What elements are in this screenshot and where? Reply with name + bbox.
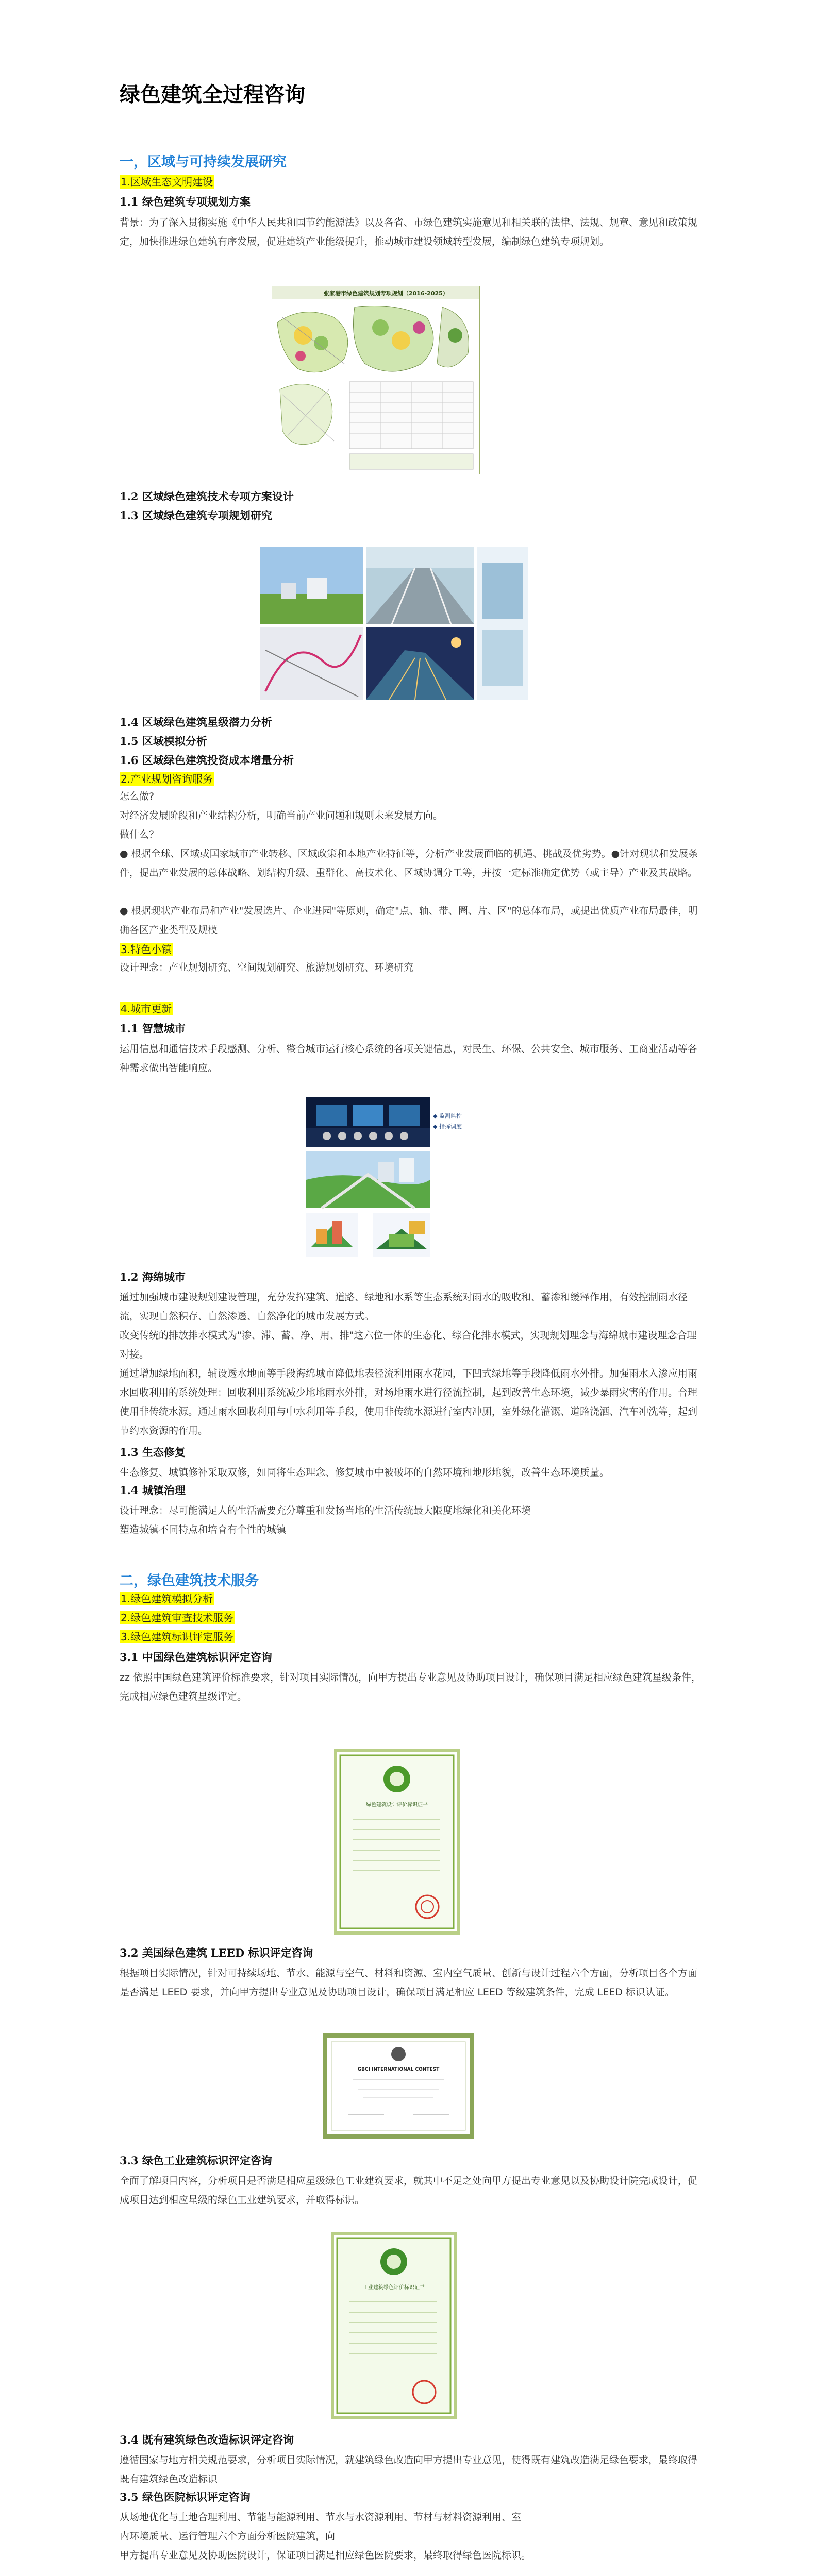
- highlight-review-service: 2.绿色建筑审查技术服务: [121, 1612, 234, 1624]
- paragraph-3-4: 遵循国家与地方相关规范要求，分析项目实际情况，就建筑绿色改造向甲方提出专业意见，使得既有建筑改造满足绿色要求，最终取得既有建筑绿色改造标识: [120, 2454, 698, 2485]
- industrial-certificate-image: [334, 2235, 454, 2416]
- subheading-1-4: 1.4 区域绿色建筑星级潜力分析: [120, 716, 272, 728]
- paragraph-3-2: 根据项目实际情况，针对可持续场地、节水、能源与空气、材料和资源、室内空气质量、创新与设计过程六个方面，分析项目各个方面是否满足 LEED 要求，并向甲方提出专业意见及协助项目设计，确保项目满足相应 LEED 等级建筑条件，完成 LEED 标识认证。: [120, 1968, 698, 1998]
- question-how: 怎么做?: [120, 791, 155, 802]
- smart-city-image: [306, 1097, 477, 1258]
- map-data-tables: [349, 382, 473, 469]
- paragraph-sponge-1: 通过加强城市建设规划建设管理，充分发挥建筑、道路、绿地和水系等生态系统对雨水的吸收和、蓄渗和缓释作用，有效控制雨水径流，实现自然积存、自然渗透、自然净化的城市发展方式。: [120, 1292, 688, 1322]
- paragraph-3-5-b: 内环境质量、运行管理六个方面分析医院建筑，向: [120, 2531, 336, 2542]
- paragraph-feature-town: 设计理念：产业规划研究、空间规划研究、旅游规划研究、环境研究: [120, 962, 414, 973]
- industrial-cert-title: 工业建筑绿色评价标识证书: [363, 2285, 425, 2291]
- paragraph-governance-1: 设计理念：尽可能满足人的生活需要充分尊重和发扬当地的生活传统最大限度地绿化和美化环境: [120, 1505, 531, 1516]
- highlight-label-service: 3.绿色建筑标识评定服务: [121, 1631, 234, 1643]
- legend-monitoring: ◆ 监测监控: [433, 1113, 462, 1120]
- bullet-industry-analysis: ● 根据全球、区域或国家城市产业转移、区域政策和本地产业特征等，分析产业发展面临的机遇、挑战及优劣势。●针对现状和发展条件，提出产业发展的总体战略、划结构升级、重群化、高技术化、区域协调分工等，并按一定标准确定优势（或主导）产业及其战略。: [120, 848, 698, 878]
- smart-city-figure: [306, 1097, 477, 1258]
- subheading-town-governance: 1.4 城镇治理: [120, 1484, 186, 1497]
- china-green-certificate: [334, 1749, 460, 1935]
- subheading-1-6: 1.6 区域绿色建筑投资成本增量分析: [120, 754, 294, 767]
- paragraph-3-5-a: 从场地优化与土地合理利用、节能与能源利用、节水与水资源利用、节材与材料资源利用、室: [120, 2512, 522, 2523]
- industrial-green-certificate: [331, 2232, 457, 2419]
- question-what: 做什么？: [120, 829, 159, 840]
- highlight-eco-city: 1.区域生态文明建设: [121, 176, 213, 188]
- map-title: 张家港市绿色建筑规划专项规划（2016-2025）: [324, 290, 448, 297]
- paragraph-3-3: 全面了解项目内容，分析项目是否满足相应星级绿色工业建筑要求，就其中不足之处向甲方提出专业意见以及协助设计院完成设计，促成项目达到相应星级的绿色工业建筑要求，并取得标识。: [120, 2175, 698, 2206]
- subheading-3-2: 3.2 美国绿色建筑 LEED 标识评定咨询: [120, 1946, 313, 1959]
- china-certificate-image: [337, 1752, 457, 1931]
- planning-map-figure: [272, 286, 480, 474]
- subheading-1-1: 1.1 绿色建筑专项规划方案: [120, 195, 251, 208]
- paragraph-background: 背景：为了深入贯彻实施《中华人民共和国节约能源法》以及各省、市绿色建筑实施意见和相关联的法律、法规、规章、意见和政策规定，加快推进绿色建筑有序发展，促进建筑产业能级提升，推动城市建设领域转型发展，编制绿色建筑专项规划。: [120, 217, 698, 247]
- highlight-industry-planning: 2.产业规划咨询服务: [121, 773, 213, 785]
- subheading-3-5: 3.5 绿色医院标识评定咨询: [120, 2490, 251, 2503]
- subheading-3-1: 3.1 中国绿色建筑标识评定咨询: [120, 1651, 272, 1664]
- paragraph-how: 对经济发展阶段和产业结构分析，明确当前产业问题和规则未来发展方向。: [120, 810, 443, 821]
- paragraph-3-1: zz 依照中国绿色建筑评价标准要求，针对项目实际情况，向甲方提出专业意见及协助项目设计，确保项目满足相应绿色建筑星级条件，完成相应绿色建筑星级评定。: [120, 1672, 701, 1702]
- paragraph-eco-restoration: 生态修复、城镇修补采取双修，如同将生态理念、修复城市中被破坏的自然环境和地形地貌，改善生态环境质量。: [120, 1467, 610, 1478]
- map-right-panel: [354, 306, 469, 372]
- subheading-1-5: 1.5 区域模拟分析: [120, 735, 207, 748]
- page-title: 绿色建筑全过程咨询: [120, 83, 305, 107]
- highlight-simulation: 1.绿色建筑模拟分析: [121, 1592, 213, 1605]
- section-heading-regional: 一，区域与可持续发展研究: [120, 154, 287, 170]
- subheading-eco-restoration: 1.3 生态修复: [120, 1446, 186, 1459]
- section-heading-green-tech: 二，绿色建筑技术服务: [120, 1573, 259, 1589]
- leed-certificate: [323, 2033, 474, 2139]
- subheading-3-4: 3.4 既有建筑绿色改造标识评定咨询: [120, 2433, 294, 2446]
- subheading-3-3: 3.3 绿色工业建筑标识评定咨询: [120, 2154, 272, 2167]
- leed-cert-title: GBCI INTERNATIONAL CONTEST: [357, 2067, 440, 2072]
- paragraph-3-5-c: 甲方提出专业意见及协助医院设计，保证项目满足相应绿色医院要求，最终取得绿色医院标识。: [120, 2550, 531, 2561]
- planning-map-image: [272, 286, 479, 474]
- subheading-smart-city: 1.1 智慧城市: [120, 1022, 186, 1035]
- subheading-1-3: 1.3 区域绿色建筑专项规划研究: [120, 509, 272, 522]
- regional-collage-figure: [260, 547, 528, 700]
- regional-collage-image: [260, 547, 528, 700]
- subheading-1-2: 1.2 区域绿色建筑技术专项方案设计: [120, 490, 294, 503]
- paragraph-sponge-2: 改变传统的排放排水模式为"渗、滞、蓄、净、用、排"这六位一体的生态化、综合化排水模式，实现规划理念与海绵城市建设理念合理对接。: [120, 1330, 697, 1360]
- subheading-sponge-city: 1.2 海绵城市: [120, 1270, 186, 1283]
- highlight-urban-renewal: 4.城市更新: [121, 1003, 172, 1015]
- bullet-industry-layout: ● 根据现状产业布局和产业"发展选片、企业进园"等原则，确定"点、轴、带、圈、片、区"的总体布局，或提出优质产业布局最佳，明确各区产业类型及规模: [120, 905, 698, 936]
- paragraph-sponge-3: 通过增加绿地面积，辅设透水地面等手段海绵城市降低地表径流利用雨水花园，下凹式绿地等手段降低雨水外排。加强雨水入渗应用雨水回收利用的系统处理：回收利用系统减少地地雨水外排，对场地雨水进行径流控制，起到改善生态环境，减少暴雨灾害的作用。合理使用非传统水源。通过雨水回收利用与中水利用等手段，使用非传统水源进行室内冲厕，室外绿化灌溉、道路浇洒、汽车冲洗等，起到节约水资源的作用。: [120, 1368, 698, 1436]
- china-cert-title: 绿色建筑设计评价标识证书: [366, 1802, 428, 1808]
- paragraph-smart-city: 运用信息和通信技术手段感测、分析、整合城市运行核心系统的各项关键信息，对民生、环保、公共安全、城市服务、工商业活动等各种需求做出智能响应。: [120, 1043, 698, 1074]
- legend-dispatch: ◆ 指挥调度: [433, 1123, 462, 1130]
- highlight-feature-town: 3.特色小镇: [121, 943, 172, 956]
- leed-certificate-image: [327, 2038, 470, 2134]
- paragraph-governance-2: 塑造城镇不同特点和培育有个性的城镇: [120, 1524, 287, 1535]
